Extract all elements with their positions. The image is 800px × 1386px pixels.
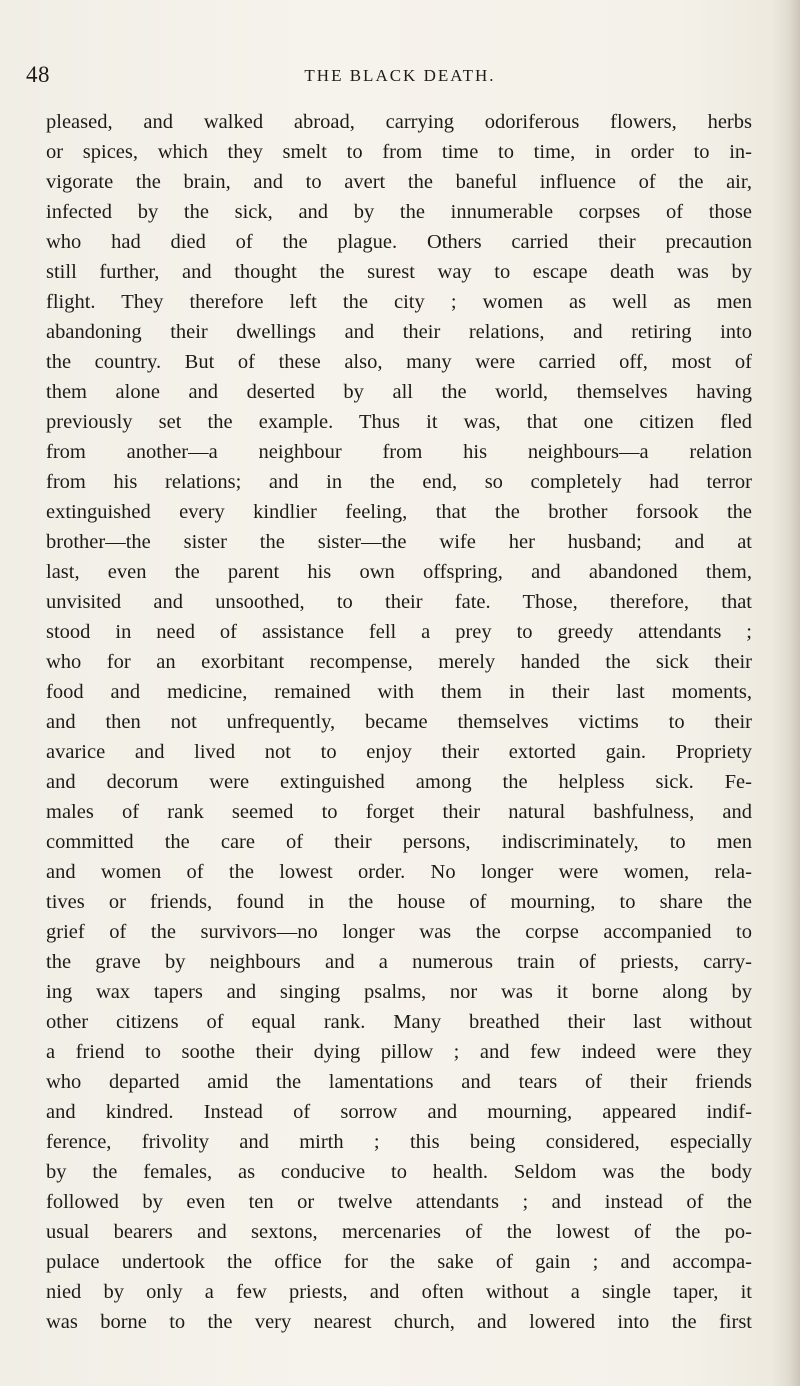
text-line: stood in need of assistance fell a prey to greedy attendants ; <box>46 621 752 643</box>
text-line: abandoning their dwellings and their relations, and retiring into <box>46 321 752 343</box>
text-line: pleased, and walked abroad, carrying odoriferous flowers, herbs <box>46 111 752 133</box>
text-line: or spices, which they smelt to from time to time, in order to in- <box>46 141 752 163</box>
text-line: grief of the survivors—no longer was the corpse accompanied to <box>46 921 752 943</box>
text-line: food and medicine, remained with them in their last moments, <box>46 681 752 703</box>
text-line: and decorum were extinguished among the helpless sick. Fe- <box>46 771 752 793</box>
text-line: ing wax tapers and singing psalms, nor was it borne along by <box>46 981 752 1003</box>
text-line: who for an exorbitant recompense, merely handed the sick their <box>46 651 752 673</box>
text-line: from his relations; and in the end, so completely had terror <box>46 471 752 493</box>
text-line: still further, and thought the surest way to escape death was by <box>46 261 752 283</box>
page-number: 48 <box>26 62 50 87</box>
text-line: who departed amid the lamentations and tears of their friends <box>46 1071 752 1093</box>
page-header <box>0 62 800 92</box>
text-line: previously set the example. Thus it was, that one citizen fled <box>46 411 752 433</box>
text-line: by the females, as conducive to health. Seldom was the body <box>46 1161 752 1183</box>
text-line: was borne to the very nearest church, and lowered into the first <box>46 1311 752 1333</box>
text-line: them alone and deserted by all the world, themselves having <box>46 381 752 403</box>
text-line: other citizens of equal rank. Many breathed their last without <box>46 1011 752 1033</box>
text-line: tives or friends, found in the house of mourning, to share the <box>46 891 752 913</box>
text-line: nied by only a few priests, and often without a single taper, it <box>46 1281 752 1303</box>
text-line: brother—the sister the sister—the wife her husband; and at <box>46 531 752 553</box>
text-line: last, even the parent his own offspring, and abandoned them, <box>46 561 752 583</box>
text-line: ference, frivolity and mirth ; this being considered, especially <box>46 1131 752 1153</box>
text-line: pulace undertook the office for the sake of gain ; and accompa- <box>46 1251 752 1273</box>
text-line: a friend to soothe their dying pillow ; and few indeed were they <box>46 1041 752 1063</box>
running-title: THE BLACK DEATH. <box>304 66 496 85</box>
text-line: the grave by neighbours and a numerous train of priests, carry- <box>46 951 752 973</box>
text-line: the country. But of these also, many were carried off, most of <box>46 351 752 373</box>
text-line: committed the care of their persons, indiscriminately, to men <box>46 831 752 853</box>
text-line: unvisited and unsoothed, to their fate. Those, therefore, that <box>46 591 752 613</box>
text-line: infected by the sick, and by the innumerable corpses of those <box>46 201 752 223</box>
text-line: extinguished every kindlier feeling, that the brother forsook the <box>46 501 752 523</box>
text-line: males of rank seemed to forget their natural bashfulness, and <box>46 801 752 823</box>
body-text <box>46 107 752 1337</box>
text-line: avarice and lived not to enjoy their extorted gain. Propriety <box>46 741 752 763</box>
text-line: followed by even ten or twelve attendants ; and instead of the <box>46 1191 752 1213</box>
page-edge-shadow <box>772 0 800 1386</box>
text-line: vigorate the brain, and to avert the baneful influence of the air, <box>46 171 752 193</box>
text-line: who had died of the plague. Others carried their precaution <box>46 231 752 253</box>
text-line: and kindred. Instead of sorrow and mourning, appeared indif- <box>46 1101 752 1123</box>
text-line: and then not unfrequently, became themselves victims to their <box>46 711 752 733</box>
text-line: from another—a neighbour from his neighbours—a relation <box>46 441 752 463</box>
text-line: flight. They therefore left the city ; women as well as men <box>46 291 752 313</box>
text-line: usual bearers and sextons, mercenaries of the lowest of the po- <box>46 1221 752 1243</box>
text-line: and women of the lowest order. No longer were women, rela- <box>46 861 752 883</box>
